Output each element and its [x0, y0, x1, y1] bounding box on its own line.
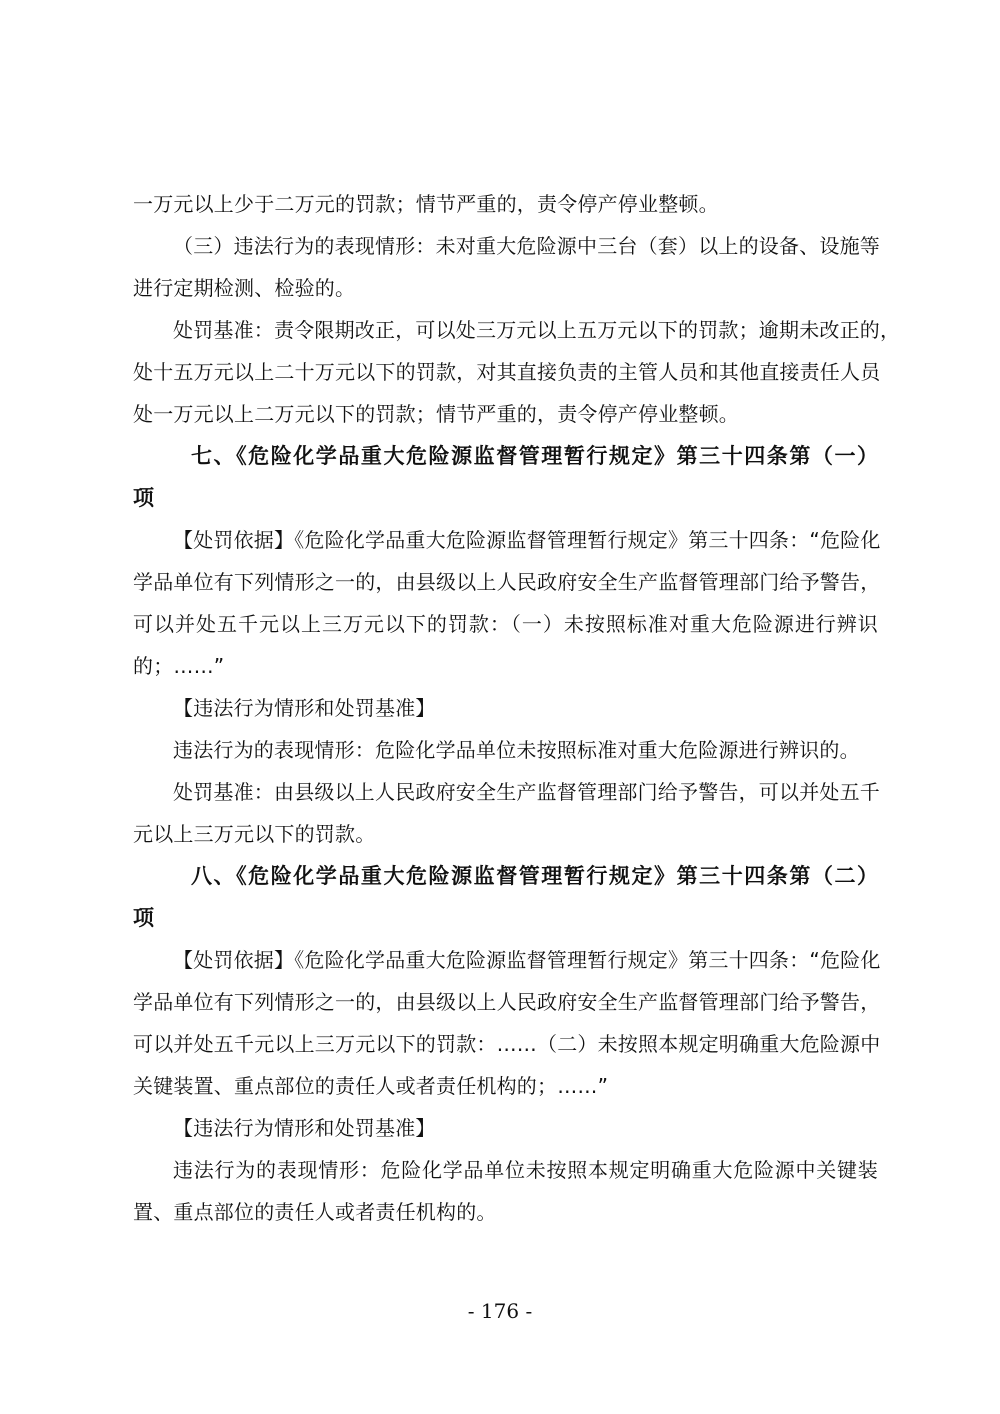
text-line: 【处罚依据】《危险化学品重大危险源监督管理暂行规定》第三十四条：“危险化 [173, 528, 881, 552]
text-line: 处罚基准：责令限期改正，可以处三万元以上五万元以下的罚款；逾期未改正的， [173, 318, 901, 342]
text-line: 违法行为的表现情形：危险化学品单位未按照标准对重大危险源进行辨识的。 [173, 738, 860, 762]
section-heading-seven: 七、《危险化学品重大危险源监督管理暂行规定》第三十四条第（一） [191, 444, 878, 468]
section-heading-eight-continued: 项 [133, 906, 154, 930]
text-line: 元以上三万元以下的罚款。 [133, 822, 376, 846]
text-line: 处一万元以上二万元以下的罚款；情节严重的，责令停产停业整顿。 [133, 402, 739, 426]
page-number: - 176 - [467, 1299, 533, 1323]
text-line: 【处罚依据】《危险化学品重大危险源监督管理暂行规定》第三十四条：“危险化 [173, 948, 881, 972]
document-body [133, 183, 901, 1233]
text-line: 可以并处五千元以上三万元以下的罚款：……（二）未按照本规定明确重大危险源中 [133, 1032, 881, 1056]
text-line: 进行定期检测、检验的。 [133, 276, 356, 300]
section-heading-seven-continued: 项 [133, 486, 154, 510]
text-line: 关键装置、重点部位的责任人或者责任机构的；……” [133, 1074, 609, 1098]
text-line: 一万元以上少于二万元的罚款；情节严重的，责令停产停业整顿。 [133, 192, 719, 216]
text-line: 处十五万元以上二十万元以下的罚款，对其直接负责的主管人员和其他直接责任人员 [133, 360, 881, 384]
subheading: 【违法行为情形和处罚基准】 [173, 1116, 436, 1140]
text-line: 可以并处五千元以上三万元以下的罚款：（一）未按照标准对重大危险源进行辨识 [133, 612, 878, 636]
subheading: 【违法行为情形和处罚基准】 [173, 696, 436, 720]
text-line: 学品单位有下列情形之一的，由县级以上人民政府安全生产监督管理部门给予警告， [133, 570, 881, 594]
text-line: 处罚基准：由县级以上人民政府安全生产监督管理部门给予警告，可以并处五千 [173, 780, 880, 804]
text-line: 置、重点部位的责任人或者责任机构的。 [133, 1200, 497, 1224]
text-line: （三）违法行为的表现情形：未对重大危险源中三台（套）以上的设备、设施等 [173, 234, 880, 258]
text-line: 学品单位有下列情形之一的，由县级以上人民政府安全生产监督管理部门给予警告， [133, 990, 881, 1014]
text-line: 违法行为的表现情形：危险化学品单位未按照本规定明确重大危险源中关键装 [173, 1158, 878, 1182]
section-heading-eight: 八、《危险化学品重大危险源监督管理暂行规定》第三十四条第（二） [191, 864, 878, 888]
text-line: 的；……” [133, 654, 225, 678]
